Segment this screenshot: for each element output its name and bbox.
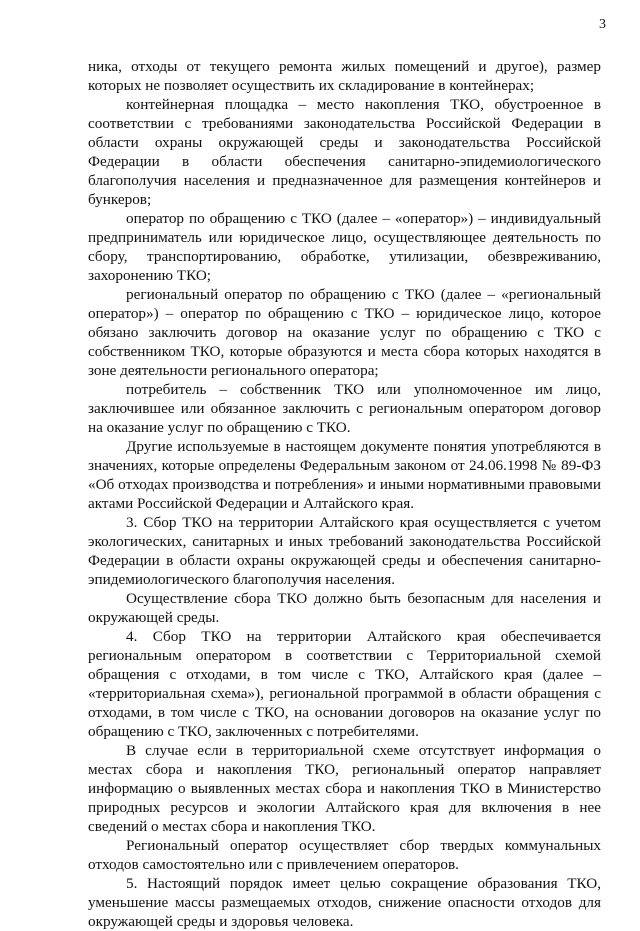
paragraph-regional-operator: региональный оператор по обращению с ТКО (далее – «региональный оператор») – оператор по обращению с ТКО – юридическое лицо, которое обязано заключить договор на оказание услуг по обращению с ТКО с собственником ТКО, которые образуются и места сбора которых находятся в зоне деятельности регионального оператора; xyxy=(88,286,601,379)
paragraph-other-terms: Другие используемые в настоящем документе понятия употребляются в значениях, которые определены Федеральным законом от 24.06.1998 № 89-ФЗ «Об отходах производства и потребления» и иными нормативными правовыми актами Российской Федерации и Алтайского края. xyxy=(88,438,601,512)
paragraph-operator: оператор по обращению с ТКО (далее – «оператор») – индивидуальный предприниматель или юридическое лицо, осуществляющее деятельность по сбору, транспортированию, обработке, утилизации, обезвреживанию, захоронению ТКО; xyxy=(88,210,601,284)
paragraph-container-site: контейнерная площадка – место накопления ТКО, обустроенное в соответствии с требованиями законодательства Российской Федерации в области охраны окружающей среды и законодательства Российской Федерации в области обеспечения санитарно-эпидемиологического благополучия населения и предназначенное для размещения контейнеров и бункеров; xyxy=(88,96,601,208)
paragraph-item-4: 4. Сбор ТКО на территории Алтайского края обеспечивается региональным оператором в соответствии с Территориальной схемой обращения с отходами, в том числе с ТКО, Алтайского края (далее – «территориальная схема»), региональной программой в области обращения с отходами, в том числе с ТКО, на основании договоров на оказание услуг по обращению с ТКО, заключенных с потребителями. xyxy=(88,628,601,740)
paragraph-item-3: 3. Сбор ТКО на территории Алтайского края осуществляется с учетом экологических, санитарных и иных требований законодательства Российской Федерации в области охраны окружающей среды и обеспечения санитарно-эпидемиологического благополучия населения. xyxy=(88,514,601,588)
paragraph-consumer: потребитель – собственник ТКО или уполномоченное им лицо, заключившее или обязанное заключить с региональным оператором договор на оказание услуг по обращению с ТКО. xyxy=(88,381,601,436)
paragraph-safety: Осуществление сбора ТКО должно быть безопасным для населения и окружающей среды. xyxy=(88,590,601,626)
document-body xyxy=(88,57,601,931)
paragraph-continuation: ника, отходы от текущего ремонта жилых помещений и другое), размер которых не позволяет осуществить их складирование в контейнерах; xyxy=(88,58,601,94)
paragraph-missing-info: В случае если в территориальной схеме отсутствует информация о местах сбора и накопления ТКО, региональный оператор направляет информацию о выявленных местах сбора и накопления ТКО в Министерство природных ресурсов и экологии Алтайского края для включения в нее сведений о местах сбора и накопления ТКО. xyxy=(88,742,601,835)
page-number: 3 xyxy=(599,17,606,32)
paragraph-regional-collection: Региональный оператор осуществляет сбор твердых коммунальных отходов самостоятельно или с привлечением операторов. xyxy=(88,837,601,873)
paragraph-item-5: 5. Настоящий порядок имеет целью сокращение образования ТКО, уменьшение массы размещаемых отходов, снижение опасности отходов для окружающей среды и здоровья человека. xyxy=(88,875,601,930)
